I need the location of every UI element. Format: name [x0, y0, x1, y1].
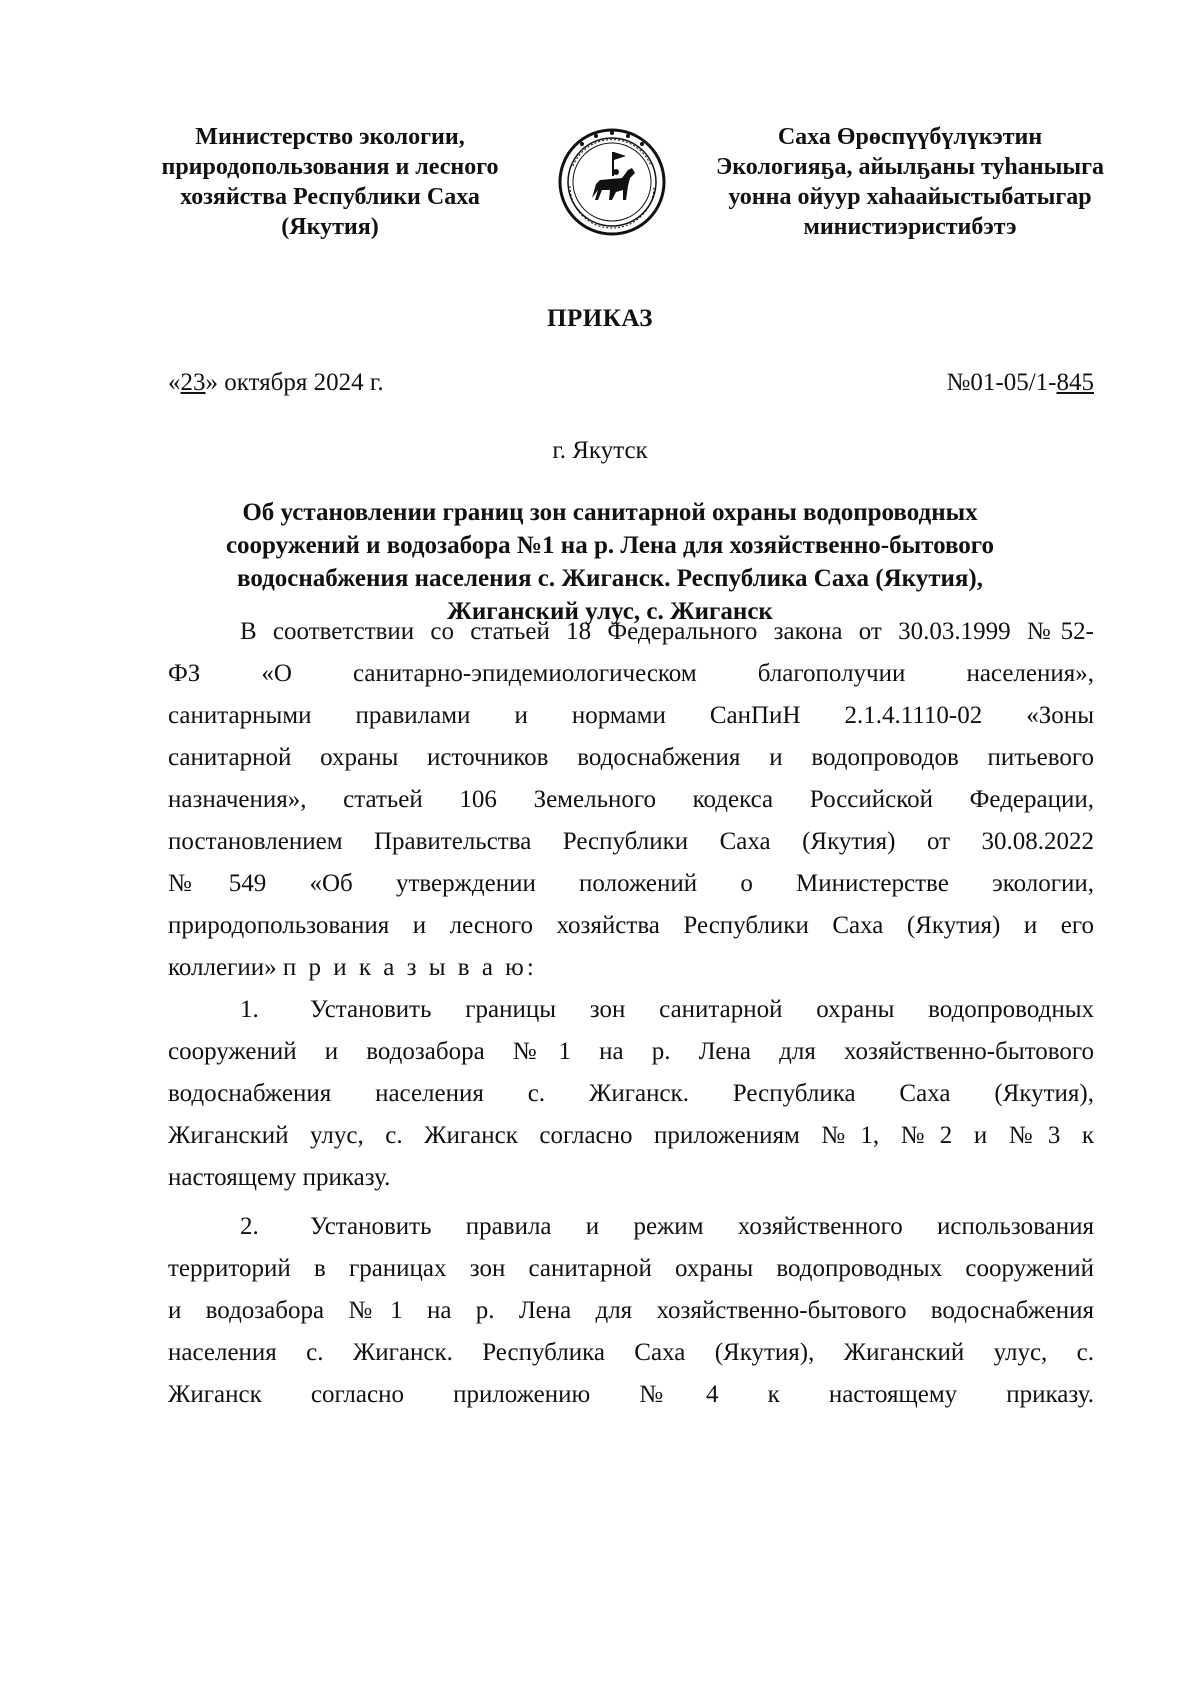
document-type: ПРИКАЗ — [547, 305, 653, 332]
ministry-name-line: Саха Өрөспүүбүлүкэтин — [777, 124, 1043, 150]
item-text: Установить правила и режим хозяйственного использования — [310, 1213, 1094, 1240]
title-line: Об установлении границ зон санитарной охраны водопроводных — [242, 499, 978, 526]
document-date — [168, 369, 384, 397]
preamble-line: санитарной охраны источников водоснабжения и водопроводов питьевого — [168, 744, 1094, 771]
ministry-name-line: министиэристибэтэ — [803, 214, 1017, 240]
ministry-name-line: (Якутия) — [281, 214, 379, 240]
date-suffix: » октября 2024 г. — [205, 369, 384, 396]
title-line: водоснабжения населения с. Жиганск. Республика Саха (Якутия), — [237, 565, 983, 592]
title-line: сооружений и водозабора №1 на р. Лена для хозяйственно-бытового — [225, 532, 995, 559]
preamble-line: постановлением Правительства Республики Саха (Якутия) от 30.08.2022 — [168, 828, 1094, 855]
preamble-line: №549 «Об утверждении положений о Министерстве экологии, — [168, 870, 1094, 897]
document-title — [150, 496, 1070, 628]
coat-of-arms-emblem-icon — [556, 126, 668, 238]
item-text: Установить границы зон санитарной охраны водопроводных — [310, 996, 1094, 1023]
item-1-line: настоящему приказу. — [168, 1164, 391, 1191]
date-day: 23 — [180, 369, 206, 396]
item-2-first-line — [240, 1213, 1094, 1243]
preamble-closing-line — [168, 954, 1094, 984]
preamble-line: санитарными правилами и нормами СанПиН 2.1.4.1110-02 «Зоны — [168, 702, 1094, 729]
order-command: п р и к а з ы в а ю: — [282, 954, 537, 981]
item-number: 1. — [240, 996, 259, 1023]
item-number: 2. — [240, 1213, 259, 1240]
ministry-name-line: природопользования и лесного — [161, 154, 499, 180]
item-1-line: сооружений и водозабора №1 на р. Лена для хозяйственно-бытового — [168, 1038, 1094, 1065]
date-prefix: « — [168, 369, 181, 396]
ministry-name-line: хозяйства Республики Саха — [180, 184, 480, 210]
document-city: г. Якутск — [552, 437, 648, 464]
item-1-line: водоснабжения населения с. Жиганск. Республика Саха (Якутия), — [168, 1080, 1094, 1107]
document-number — [947, 369, 1094, 397]
number-value: 845 — [1056, 369, 1094, 396]
ministry-name-line: уонна ойуур хаһаайыстыбатыгар — [728, 184, 1092, 210]
preamble-line: назначения», статьей 106 Земельного кодекса Российской Федерации, — [168, 786, 1094, 813]
preamble-end-text: коллегии» — [168, 954, 277, 981]
item-2-line: и водозабора №1 на р. Лена для хозяйственно-бытового водоснабжения — [168, 1297, 1094, 1324]
ministry-name-line: Министерство экологии, — [195, 124, 465, 150]
number-prefix: №01-05/1- — [946, 369, 1057, 396]
ministry-name-russian — [140, 122, 520, 242]
ministry-name-sakha — [700, 122, 1120, 242]
ministry-name-line: Экологияҕа, айылҕаны туһаныыга — [716, 154, 1104, 180]
preamble-line: ФЗ «О санитарно-эпидемиологическом благополучии населения», — [168, 660, 1094, 687]
item-1-line: Жиганский улус, с. Жиганск согласно приложениям №1, №2 и №3 к — [168, 1122, 1094, 1149]
preamble-line: В соответствии со статьей 18 Федерального закона от 30.03.1999 №52- — [240, 618, 1094, 645]
item-2-line: территорий в границах зон санитарной охраны водопроводных сооружений — [168, 1255, 1094, 1282]
preamble-line: природопользования и лесного хозяйства Республики Саха (Якутия) и его — [168, 912, 1094, 939]
item-1-first-line — [240, 996, 1094, 1026]
title-line: Жиганский улус, с. Жиганск — [447, 598, 773, 625]
item-2-line: Жиганск согласно приложению №4 к настоящему приказу. — [168, 1381, 1094, 1408]
item-2-line: населения с. Жиганск. Республика Саха (Якутия), Жиганский улус, с. — [168, 1339, 1094, 1366]
